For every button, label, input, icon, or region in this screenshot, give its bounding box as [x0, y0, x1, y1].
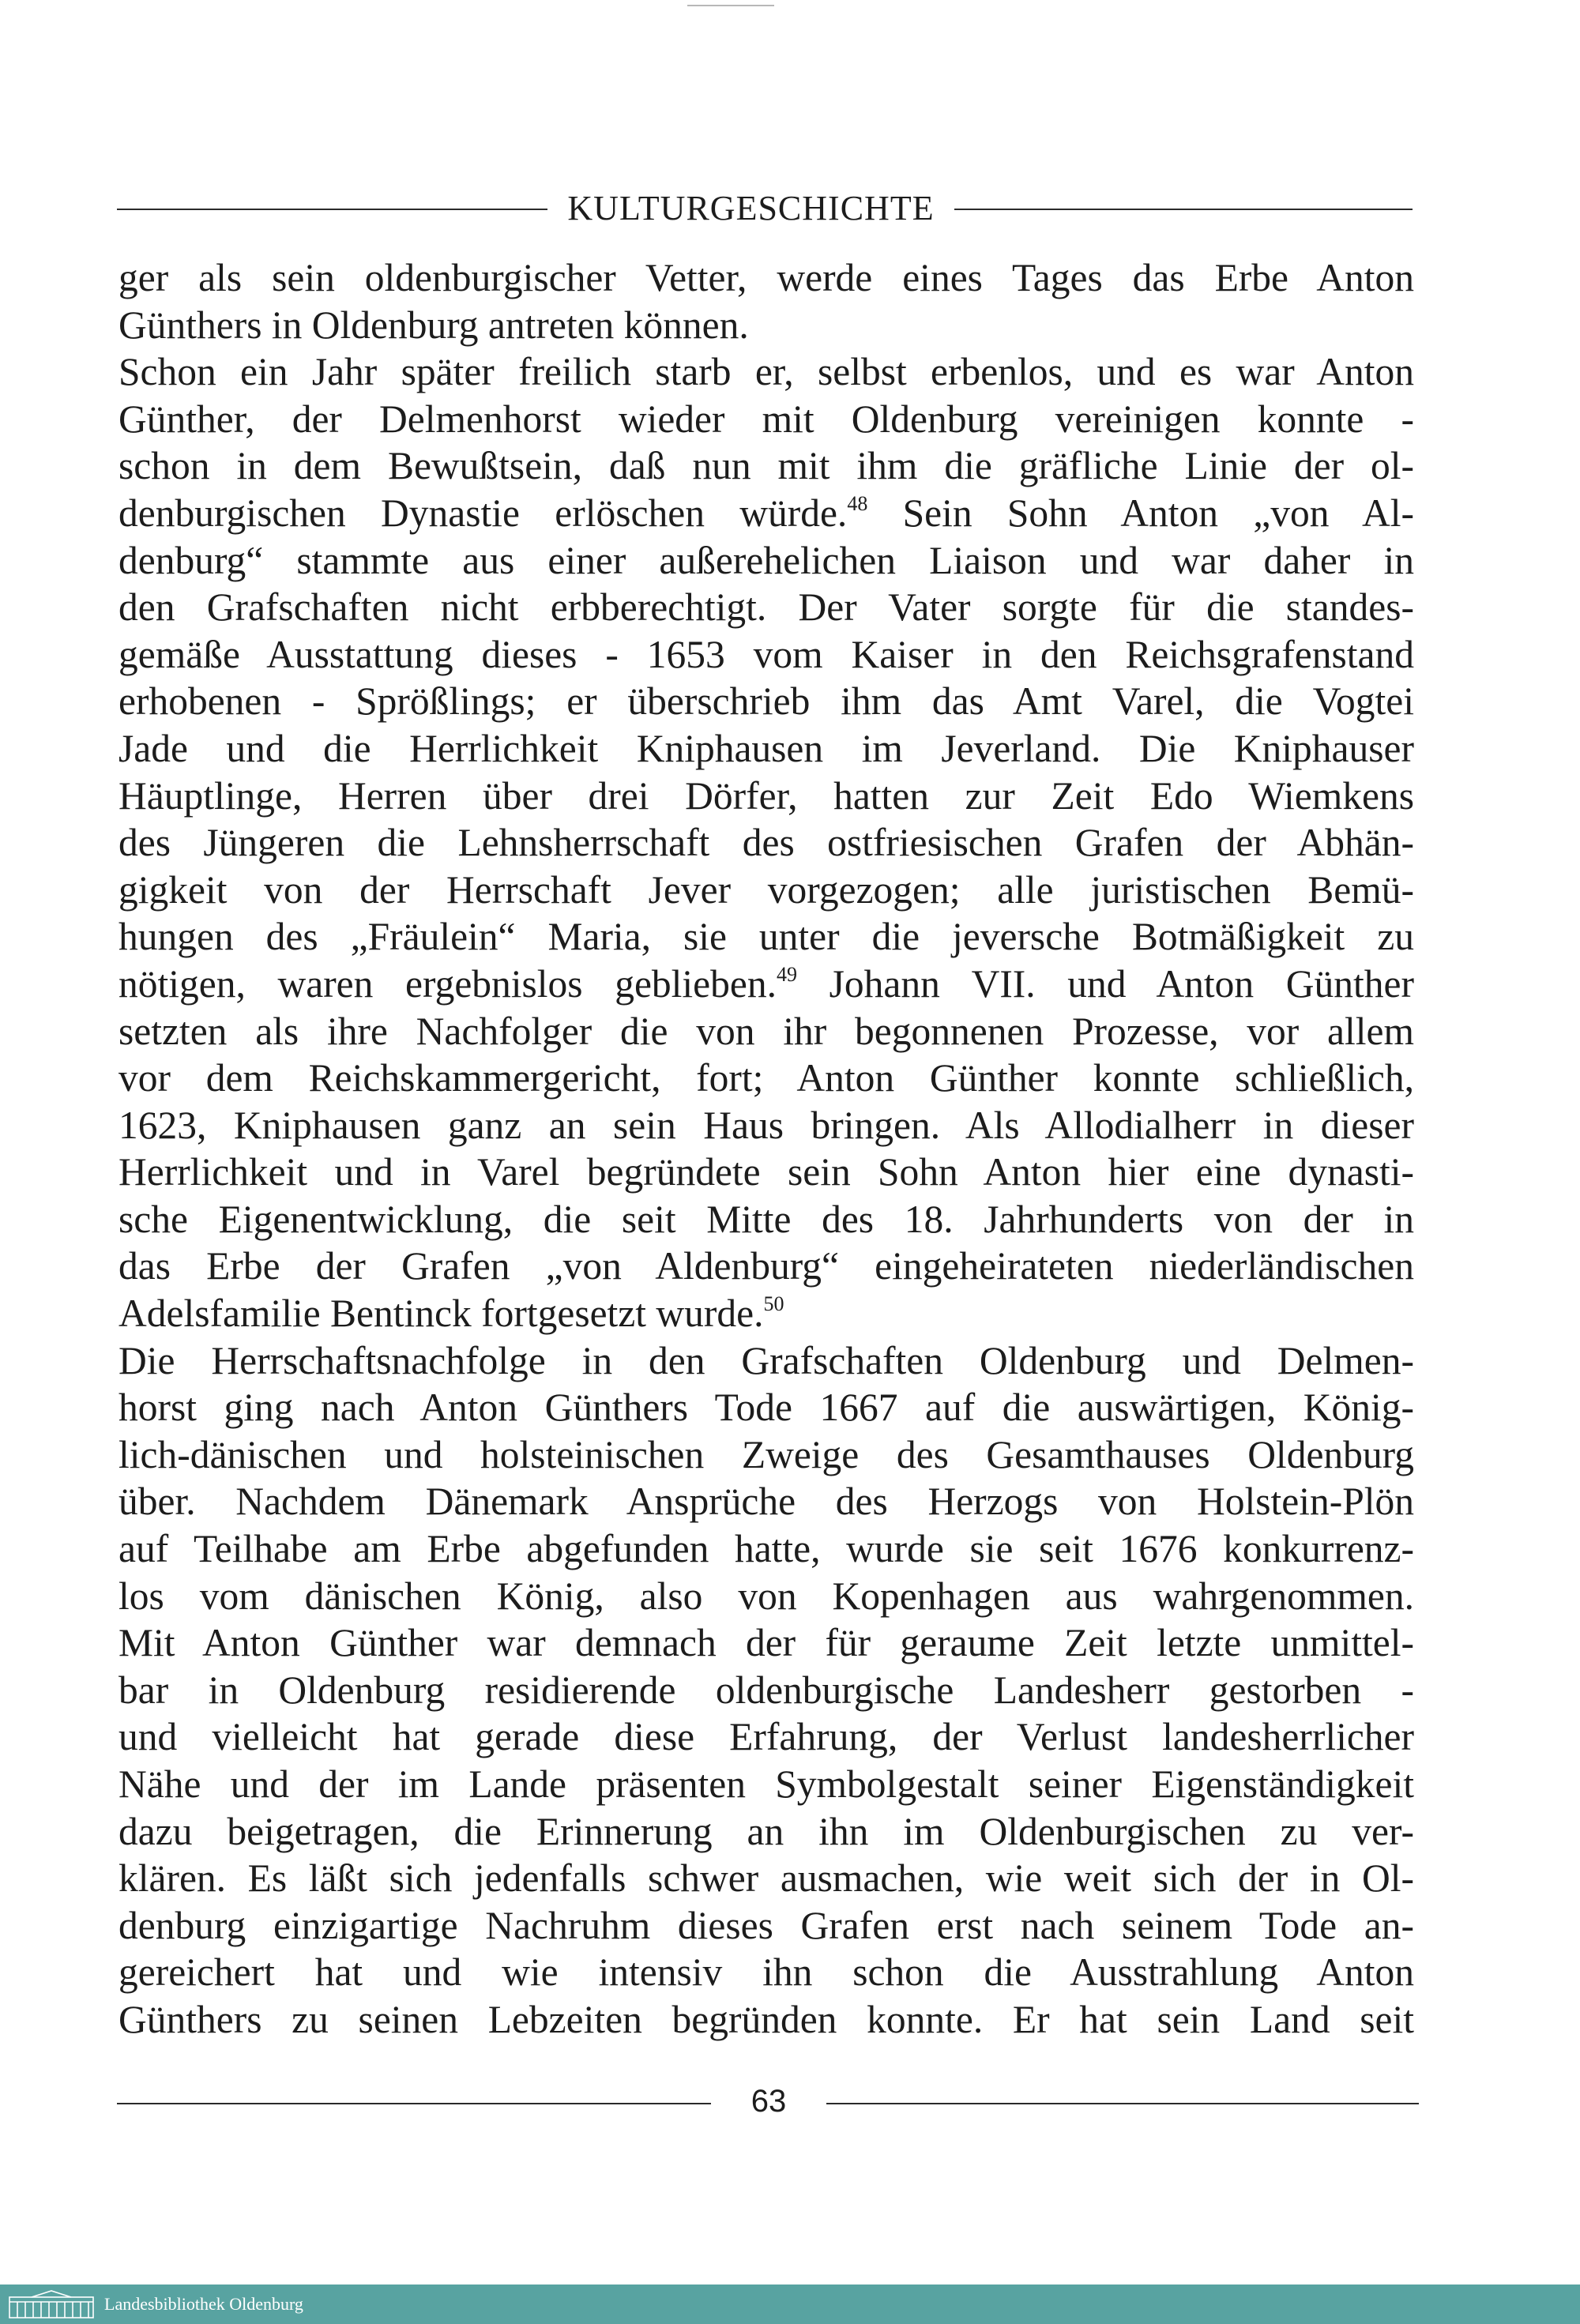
body-text — [118, 254, 1414, 2044]
text-line: los vom dänischen König, also von Kopenhagen aus wahrgenommen. — [118, 1574, 1414, 1618]
text-line: Schon ein Jahr später freilich starb er, selbst erbenlos, und es war Anton — [118, 350, 1414, 394]
footnote-marker: 48 — [847, 491, 868, 515]
text-line: den Grafschaften nicht erbberechtigt. Der Vater sorgte für die standes- — [118, 585, 1414, 630]
text-line: des Jüngeren die Lehnsherrschaft des ostfriesischen Grafen der Abhän- — [118, 821, 1414, 865]
text-line: setzten als ihre Nachfolger die von ihr begonnenen Prozesse, vor allem — [118, 1009, 1414, 1053]
text-line — [118, 490, 1414, 537]
footer-rule-right — [826, 2103, 1419, 2104]
page-footer — [117, 2078, 1419, 2125]
text-line: und vielleicht hat gerade diese Erfahrung, der Verlust landesherrlicher — [118, 1715, 1414, 1759]
text-line: Die Herrschaftsnachfolge in den Grafschaften Oldenburg und Delmen- — [118, 1338, 1414, 1382]
text-line: Jade und die Herrlichkeit Kniphausen im Jeverland. Die Kniphauser — [118, 726, 1414, 770]
text-line: horst ging nach Anton Günthers Tode 1667 auf die auswärtigen, König- — [118, 1386, 1414, 1430]
footnote-marker: 49 — [777, 962, 797, 986]
footer-rule-left — [117, 2103, 711, 2104]
text-line: erhobenen - Sprößlings; er überschrieb ihm das Amt Varel, die Vogtei — [118, 679, 1414, 724]
text-line: Herrlichkeit und in Varel begründete sein Sohn Anton hier eine dynasti- — [118, 1150, 1414, 1194]
text-line: über. Nachdem Dänemark Ansprüche des Herzogs von Holstein-Plön — [118, 1480, 1414, 1524]
text-line: gereichert hat und wie intensiv ihn schon die Ausstrahlung Anton — [118, 1950, 1414, 1995]
text-line: auf Teilhabe am Erbe abgefunden hatte, wurde sie seit 1676 konkurrenz- — [118, 1527, 1414, 1571]
library-name: Landesbibliothek Oldenburg — [104, 2294, 303, 2314]
text-line: bar in Oldenburg residierende oldenburgische Landesherr gestorben - — [118, 1668, 1414, 1712]
running-head — [117, 186, 1413, 231]
text-line: ger als sein oldenburgischer Vetter, werde eines Tages das Erbe Anton — [118, 256, 1414, 299]
text-line: 1623, Kniphausen ganz an sein Haus bringen. Als Allodialherr in dieser — [118, 1103, 1414, 1147]
running-head-rule-left — [117, 209, 547, 210]
text-line: hungen des „Fräulein“ Maria, sie unter die jeversche Botmäßigkeit zu — [118, 915, 1414, 959]
text-line: Nähe und der im Lande präsenten Symbolgestalt seiner Eigenständigkeit — [118, 1762, 1414, 1806]
text-line: denburg einzigartige Nachruhm dieses Grafen erst nach seinem Tode an- — [118, 1903, 1414, 1947]
text-line: Günthers zu seinen Lebzeiten begründen konnte. Er hat sein Land seit — [118, 1997, 1414, 2041]
footnote-marker: 50 — [763, 1292, 784, 1316]
text-segment: Johann VII. und Anton Günther — [797, 961, 1414, 1006]
text-segment: Adelsfamilie Bentinck fortgesetzt wurde. — [118, 1292, 764, 1336]
page-number: 63 — [750, 2084, 787, 2119]
text-line: Mit Anton Günther war demnach der für geraume Zeit letzte unmittel- — [118, 1621, 1414, 1665]
text-line: klären. Es läßt sich jedenfalls schwer ausmachen, wie weit sich der in Ol- — [118, 1856, 1414, 1901]
library-building-icon — [8, 2289, 95, 2319]
text-line: gemäße Ausstattung dieses - 1653 vom Kaiser in den Reichsgrafenstand — [118, 632, 1414, 676]
text-line: sche Eigenentwicklung, die seit Mitte des 18. Jahrhunderts von der in — [118, 1197, 1414, 1241]
text-line: gigkeit von der Herrschaft Jever vorgezogen; alle juristischen Bemü- — [118, 867, 1414, 912]
text-line: vor dem Reichskammergericht, fort; Anton Günther konnte schließlich, — [118, 1056, 1414, 1100]
text-line: Günther, der Delmenhorst wieder mit Oldenburg vereinigen konnte - — [118, 397, 1414, 441]
text-line: dazu beigetragen, die Erinnerung an ihn im Oldenburgischen zu ver- — [118, 1809, 1414, 1853]
text-segment: denburgischen Dynastie erlöschen würde. — [118, 491, 848, 535]
running-head-title: KULTURGESCHICHTE — [567, 189, 935, 228]
text-segment: nötigen, waren ergebnislos geblieben. — [118, 961, 777, 1006]
running-head-rule-right — [954, 209, 1413, 210]
text-line: Günthers in Oldenburg antreten können. — [118, 303, 749, 347]
text-line: lich-dänischen und holsteinischen Zweige des Gesamthauses Oldenburg — [118, 1432, 1414, 1476]
text-segment: Sein Sohn Anton „von Al- — [867, 491, 1414, 535]
library-banner — [0, 2285, 1580, 2324]
text-line: schon in dem Bewußtsein, daß nun mit ihm die gräfliche Linie der ol- — [118, 444, 1414, 488]
text-line — [118, 961, 1414, 1008]
text-line: Häuptlinge, Herren über drei Dörfer, hatten zur Zeit Edo Wiemkens — [118, 773, 1414, 818]
text-line: das Erbe der Grafen „von Aldenburg“ eingeheirateten niederländischen — [118, 1244, 1414, 1288]
text-line — [118, 1290, 1414, 1337]
top-edge-mark — [687, 5, 774, 6]
text-line: denburg“ stammte aus einer außerehelichen Liaison und war daher in — [118, 538, 1414, 582]
